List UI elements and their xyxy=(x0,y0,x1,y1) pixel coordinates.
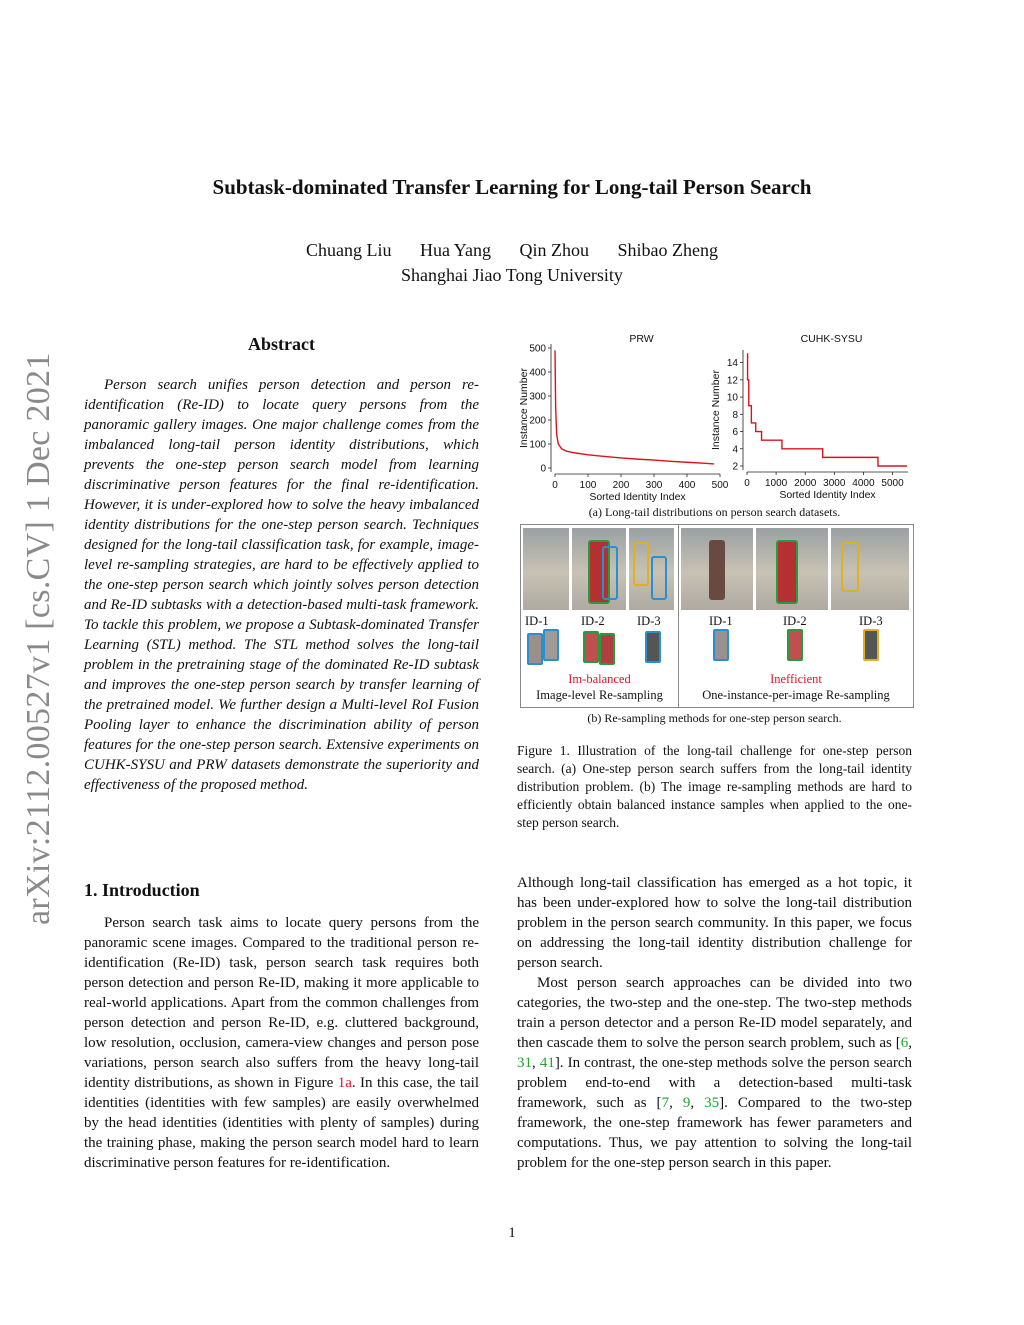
comma: , xyxy=(908,1035,912,1051)
page-number: 1 xyxy=(508,1225,516,1241)
person-box-id2 xyxy=(651,556,667,600)
x-tick-label: 300 xyxy=(645,480,663,491)
id-label: ID-2 xyxy=(581,614,605,628)
subcaption-b: (b) Re-sampling methods for one-step person search. xyxy=(587,711,842,725)
crop-id3 xyxy=(645,631,661,663)
crop-id3 xyxy=(863,629,879,661)
figure-caption: Figure 1. Illustration of the long-tail challenge for one-step person search. (a) One-step person search suffers from the long-tail identity distribution problem. (b) The image re-sampling methods are hard to efficiently obtain balanced instance samples when applied to the one-step person search. xyxy=(517,743,912,830)
y-tick-label: 8 xyxy=(732,409,738,421)
text-span: Person search task aims to locate query persons from the panoramic scene images. Compared to the traditional person re-identification (Re-ID) task, person search task requires both person detection and person Re-ID, making it more applicable to real-world applications. Apart from the common challenges from person detection and person Re-ID, e.g. cluttered background, low resolution, occlusion, camera-view changes and person pose variations, person search also suffers from the heavy long-tail identity distributions, as shown in Figure xyxy=(84,915,479,1091)
chart-title: PRW xyxy=(629,333,654,345)
person-box-id3 xyxy=(633,542,649,586)
citation-link[interactable]: 35 xyxy=(704,1095,720,1111)
author-1: Chuang Liu xyxy=(305,240,392,260)
right-column-body xyxy=(517,873,912,1173)
citation-link[interactable]: 9 xyxy=(682,1095,691,1111)
image-level-resampling-label: Image-level Re-sampling xyxy=(536,688,663,702)
series-line xyxy=(555,350,714,464)
imbalanced-label: Im-balanced xyxy=(568,672,631,686)
crop-id1 xyxy=(527,633,543,665)
abstract-body xyxy=(84,375,479,795)
y-tick-label: 500 xyxy=(529,343,546,355)
comma: , xyxy=(690,1095,705,1111)
x-tick-label: 3000 xyxy=(823,478,846,489)
text-span: ]. Compared to the two-step framework, the one-step framework has fewer parameters and computations. Thus, we pay attention to solving the long-tail problem for the one-step person search in this paper. xyxy=(517,1095,912,1171)
crop-id2 xyxy=(787,629,803,661)
citation-link[interactable]: 7 xyxy=(661,1095,670,1111)
x-tick-label: 1000 xyxy=(764,478,788,489)
paper-title: Subtask-dominated Transfer Learning for Long-tail Person Search xyxy=(212,175,812,199)
id-label: ID-3 xyxy=(637,614,661,628)
comma: , xyxy=(532,1055,540,1071)
citation-link[interactable]: 41 xyxy=(539,1055,555,1071)
scene-image xyxy=(831,528,909,610)
figure-ref-link[interactable]: 1a xyxy=(337,1075,352,1091)
x-tick-label: 0 xyxy=(552,480,558,491)
person-box-id1 xyxy=(776,540,798,604)
crop-id1 xyxy=(543,629,559,661)
person xyxy=(709,540,725,600)
author-2: Hua Yang xyxy=(419,240,491,260)
y-tick-label: 6 xyxy=(732,427,738,439)
text-span: . In this case, the tail identities (identities with few samples) are easily overwhelmed by the head identities (identities with plenty of samples) during the training phase, making the person search model hard to learn discriminative person features for re-identification. xyxy=(84,1075,479,1171)
author-3: Qin Zhou xyxy=(519,240,589,260)
right-paragraph-1: Although long-tail classification has emerged as a hot topic, it has been under-explored how to solve the long-tail distribution problem in the person search community. In this paper, we focus on addressing the long-tail identity distribution challenge for person search. xyxy=(517,875,912,971)
abstract-paragraph: Person search unifies person detection and person re-identification (Re-ID) to locate query persons from the panoramic gallery images. One major challenge comes from the imbalanced long-tail person identity distributions, which prevents the one-step person search model from learning discriminative person features for the final re-identification. However, it is under-explored how to solve the heavy imbalanced identity distributions for the one-step person search. Techniques designed for the long-tail classification task, for example, image-level re-sampling strategies, are hard to be effectively applied to the one-step person search which jointly solves person detection and Re-ID subtasks with a detection-based multi-task framework. To tackle this problem, we propose a Subtask-dominated Transfer Learning (STL) method. The STL method solves the long-tail problem in the pretraining stage of the dominated Re-ID subtask and improves the one-step person search by transfer learning of the pretrained model. We further design a Multi-level RoI Fusion Pooling layer to enhance the discrimination ability of person features for the one-step person search. Extensive experiments on CUHK-SYSU and PRW datasets demonstrate the superiority and effectiveness of the proposed method. xyxy=(84,377,479,793)
y-tick-label: 12 xyxy=(726,375,738,387)
text-span: Most person search approaches can be divided into two categories, the two-step and the one-step. The two-step methods train a person detector and a person Re-ID model separately, and then cascade them to solve the person search problem, such as [ xyxy=(517,975,912,1051)
abstract-heading: Abstract xyxy=(248,334,315,354)
figure-1b-panel xyxy=(520,524,914,708)
inefficient-label: Inefficient xyxy=(770,672,822,686)
subcaption-a: (a) Long-tail distributions on person search datasets. xyxy=(588,505,841,519)
y-tick-label: 10 xyxy=(726,392,738,404)
y-tick-label: 2 xyxy=(732,461,738,473)
scene-image xyxy=(572,528,626,610)
id-label: ID-3 xyxy=(859,614,883,628)
id-label: ID-1 xyxy=(709,614,733,628)
section-heading-introduction: 1. Introduction xyxy=(84,880,200,900)
figure-1a-charts xyxy=(515,330,915,502)
scene-image xyxy=(681,528,753,610)
person-box-id3 xyxy=(841,542,859,592)
scene-image xyxy=(523,528,569,610)
x-axis-label: Sorted Identity Index xyxy=(589,491,686,502)
y-tick-label: 100 xyxy=(529,439,546,451)
scene-image xyxy=(629,528,674,610)
y-tick-label: 400 xyxy=(529,367,546,379)
person-box-id2 xyxy=(602,546,618,600)
introduction-body xyxy=(84,913,479,1173)
x-axis-label: Sorted Identity Index xyxy=(779,489,876,501)
intro-paragraph-1 xyxy=(84,913,479,1173)
x-tick-label: 4000 xyxy=(852,478,875,489)
id-label: ID-1 xyxy=(525,614,549,628)
x-tick-label: 100 xyxy=(579,480,597,491)
x-tick-label: 2000 xyxy=(794,478,817,489)
affiliation: Shanghai Jiao Tong University xyxy=(401,265,623,285)
crop-id1 xyxy=(713,629,729,661)
text-span: ]. In contrast, the one-step methods solve the person search problem end-to-end with a detection-based multi-task framework, such as [ xyxy=(517,1055,913,1111)
arxiv-identifier: arXiv:2112.00527v1 [cs.CV] 1 Dec 2021 xyxy=(20,352,57,925)
x-tick-label: 500 xyxy=(711,480,729,491)
x-tick-label: 200 xyxy=(612,480,630,491)
series-line xyxy=(747,354,907,466)
right-paragraph-2 xyxy=(517,973,912,1173)
citation-link[interactable]: 31 xyxy=(517,1055,532,1071)
crop-id2 xyxy=(583,631,599,663)
citation-link[interactable]: 6 xyxy=(900,1035,909,1051)
y-tick-label: 4 xyxy=(732,444,738,456)
y-tick-label: 200 xyxy=(529,415,546,427)
chart-title: CUHK-SYSU xyxy=(800,333,863,345)
x-tick-label: 0 xyxy=(744,478,750,489)
scene-image xyxy=(756,528,828,610)
x-tick-label: 400 xyxy=(678,480,696,491)
author-4: Shibao Zheng xyxy=(617,240,718,260)
id-label: ID-2 xyxy=(783,614,807,628)
y-axis-label: Instance Number xyxy=(710,370,722,450)
y-tick-label: 0 xyxy=(540,463,546,475)
y-tick-label: 14 xyxy=(726,358,738,370)
y-axis-label: Instance Number xyxy=(518,368,530,448)
one-instance-resampling-label: One-instance-per-image Re-sampling xyxy=(702,688,890,702)
x-tick-label: 5000 xyxy=(881,478,904,489)
crop-id2 xyxy=(599,633,615,665)
author-list xyxy=(0,240,1024,261)
comma: , xyxy=(669,1095,683,1111)
y-tick-label: 300 xyxy=(529,391,546,403)
